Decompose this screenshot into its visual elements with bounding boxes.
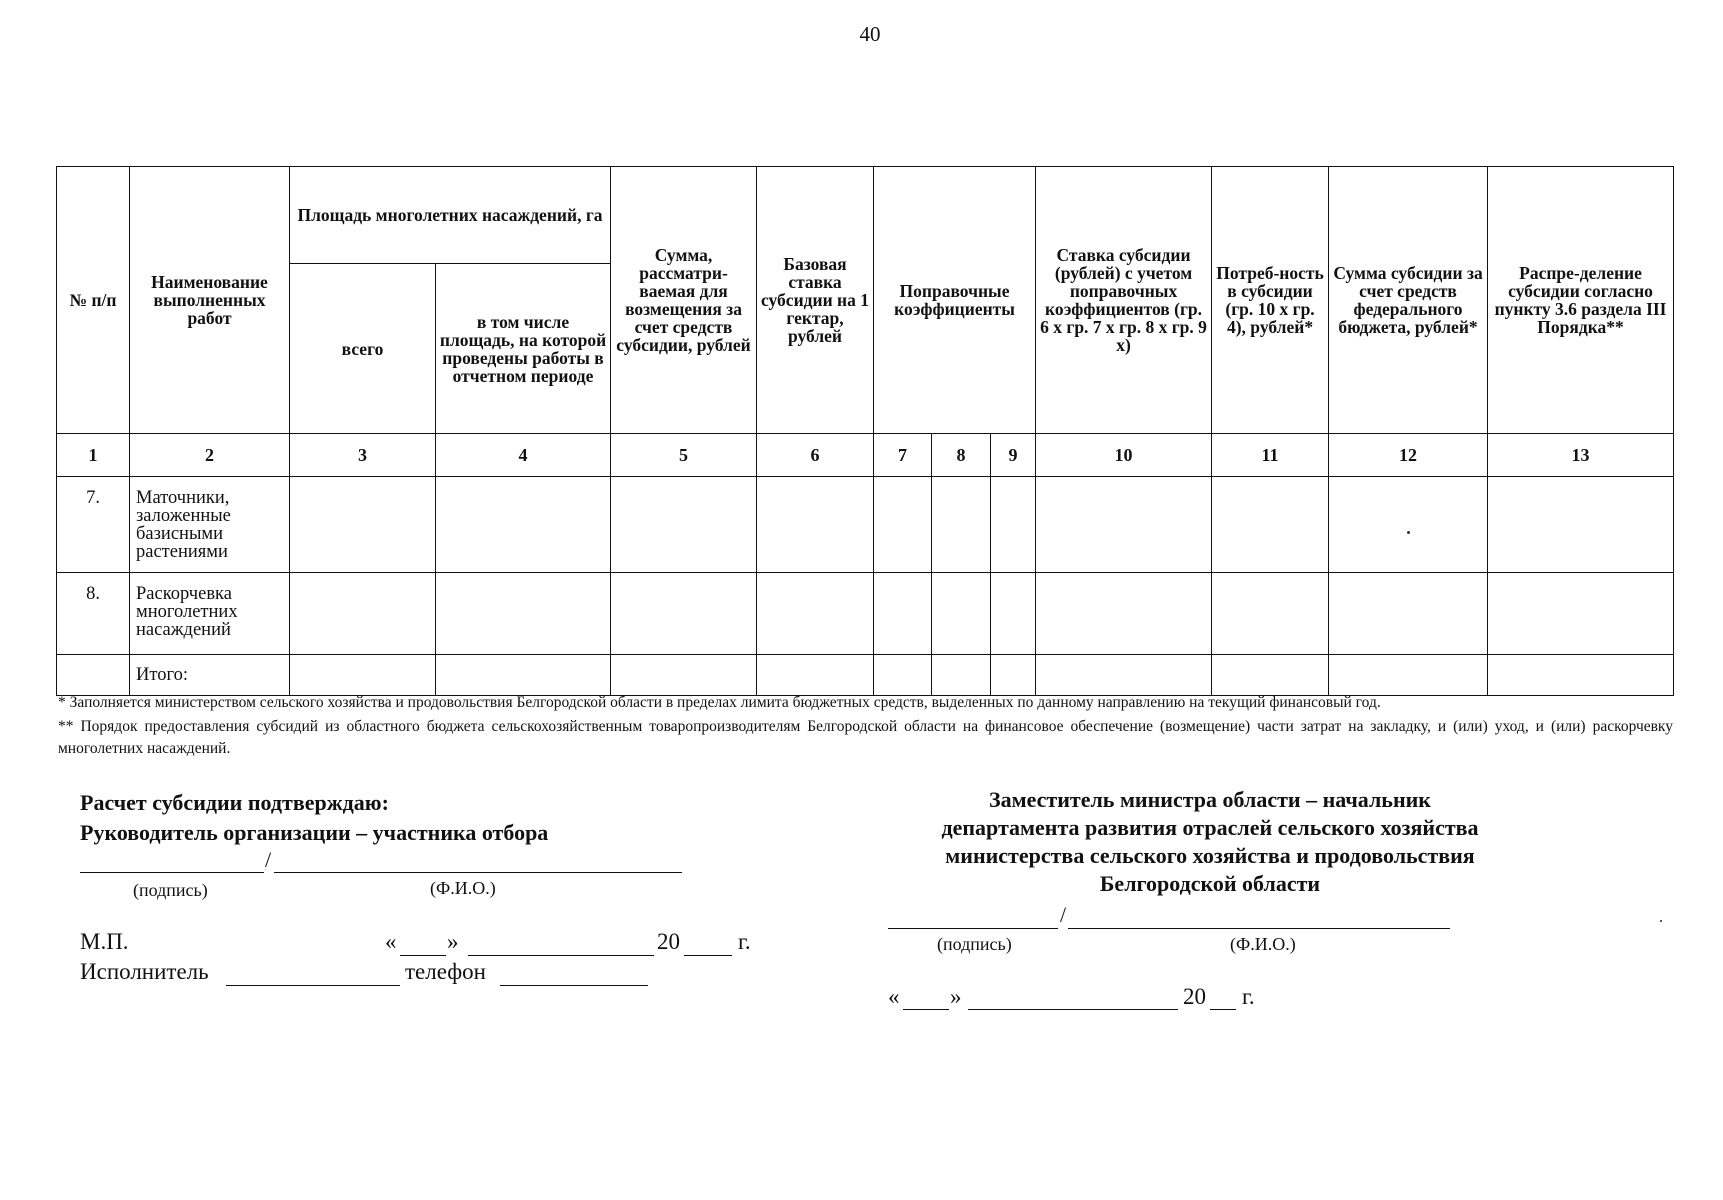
day-line[interactable]: [400, 955, 446, 956]
cell-input[interactable]: [1488, 477, 1674, 573]
cell-input[interactable]: [290, 477, 436, 573]
header-col6: Базовая ставка субсидии на 1 гектар, рублей: [757, 167, 874, 434]
table-row: [57, 477, 1674, 573]
head-of-organization-line: Руководитель организации – участника отбора: [80, 820, 549, 845]
cell-input[interactable]: [290, 655, 436, 696]
cell-input[interactable]: [611, 573, 757, 655]
cell-input[interactable]: [991, 655, 1036, 696]
year-prefix: 20: [1183, 984, 1206, 1009]
cell-input[interactable]: [932, 573, 991, 655]
year-suffix: г.: [738, 929, 751, 954]
header-col12: Сумма субсидии за счет средств федерального бюджета, рублей*: [1329, 167, 1488, 434]
day-line[interactable]: [903, 1009, 949, 1010]
region-line: Белгородской области: [1099, 871, 1321, 896]
month-line[interactable]: [968, 1009, 1178, 1010]
footnote-star: * Заполняется министерством сельского хозяйства и продовольствия Белгородской области в пределах лимита бюджетных средств, выделенных по данному направлению на текущий финансовый год.: [58, 694, 1381, 711]
cell-input[interactable]: [1036, 655, 1212, 696]
header-col10: Ставка субсидии (рублей) с учетом поправочных коэффициентов (гр. 6 х гр. 7 х гр. 8 х гр. 9 х): [1036, 167, 1212, 434]
header-col7-9: Поправочные коэффициенты: [874, 167, 1036, 434]
cell-input[interactable]: [991, 477, 1036, 573]
column-number: 8: [932, 434, 991, 477]
year-suffix: г.: [1242, 984, 1255, 1009]
fio-caption: (Ф.И.О.): [1230, 934, 1296, 954]
header-col13: Распре-деление субсидии согласно пункту 3.6 раздела III Порядка**: [1488, 167, 1674, 434]
signature-line[interactable]: [888, 928, 1058, 929]
department-line: департамента развития отраслей сельского хозяйства: [941, 815, 1479, 840]
cell-input[interactable]: [1488, 655, 1674, 696]
cell-input[interactable]: [611, 655, 757, 696]
signature-caption: (подпись): [937, 934, 1012, 954]
cell-input[interactable]: [1329, 655, 1488, 696]
fio-caption: (Ф.И.О.): [430, 878, 496, 898]
year-line[interactable]: [1210, 1009, 1236, 1010]
column-numbers-row: [57, 434, 1674, 477]
header-col2: Наименование выполненных работ: [130, 167, 290, 434]
footnote-double-star: ** Порядок предоставления субсидий из областного бюджета сельскохозяйственным товаропроизводителям Белгородской области на финансовое обеспечение (возмещение) части затрат на закладку, и (или) уход, и (или) раскорчевку многолетних насаждений.: [58, 718, 1673, 757]
cell-input[interactable]: [1212, 655, 1329, 696]
column-number: 13: [1488, 434, 1674, 477]
column-number: 9: [991, 434, 1036, 477]
total-row: [57, 655, 1674, 696]
column-number: 11: [1212, 434, 1329, 477]
left-approval-title: [80, 788, 548, 848]
cell-input[interactable]: [436, 655, 611, 696]
row-number: 8.: [57, 573, 130, 655]
cell-input[interactable]: [757, 655, 874, 696]
column-number: 5: [611, 434, 757, 477]
stamp-label: М.П.: [80, 929, 129, 954]
cell-input[interactable]: [436, 477, 611, 573]
cell-input[interactable]: [874, 573, 932, 655]
cell-input[interactable]: [1212, 477, 1329, 573]
executor-line[interactable]: [226, 985, 400, 986]
header-col1: № п/п: [57, 167, 130, 434]
cell-input[interactable]: [874, 477, 932, 573]
cell-input[interactable]: [290, 573, 436, 655]
ministry-line: министерства сельского хозяйства и продовольствия: [945, 843, 1475, 868]
executor-label: Исполнитель: [80, 959, 209, 984]
column-number: 10: [1036, 434, 1212, 477]
cell-input[interactable]: [611, 477, 757, 573]
cell-input[interactable]: [1036, 477, 1212, 573]
row-name: Раскорчевка многолетних насаждений: [130, 573, 290, 655]
row-name: Маточники, заложенные базисными растениями: [130, 477, 290, 573]
quote-open: «: [888, 984, 900, 1009]
cell-input[interactable]: [932, 477, 991, 573]
right-approval-title: [880, 786, 1540, 898]
phone-label: телефон: [405, 959, 486, 984]
row-number: 7.: [57, 477, 130, 573]
cell-input[interactable]: [1036, 573, 1212, 655]
cell-input[interactable]: [1329, 477, 1488, 573]
header-col11: Потреб-ность в субсидии (гр. 10 х гр. 4), рублей*: [1212, 167, 1329, 434]
phone-line[interactable]: [500, 985, 648, 986]
cell-input[interactable]: [874, 655, 932, 696]
cell-input[interactable]: [436, 573, 611, 655]
year-line[interactable]: [684, 955, 732, 956]
fio-line[interactable]: [1068, 928, 1450, 929]
subsidy-calculation-table: [56, 166, 1674, 696]
table-row: [57, 573, 1674, 655]
month-line[interactable]: [468, 955, 654, 956]
quote-close: »: [447, 929, 459, 954]
cell-input[interactable]: [757, 573, 874, 655]
column-number: 4: [436, 434, 611, 477]
approval-line: Расчет субсидии подтверждаю:: [80, 790, 389, 815]
column-number: 7: [874, 434, 932, 477]
cell-input[interactable]: [1212, 573, 1329, 655]
column-number: 3: [290, 434, 436, 477]
cell-input[interactable]: [757, 477, 874, 573]
header-col4: в том числе площадь, на которой проведены работы в отчетном периоде: [436, 264, 611, 434]
page-number: 40: [859, 22, 881, 46]
header-area-group: Площадь многолетних насаждений, га: [290, 167, 611, 264]
cell-empty: [57, 655, 130, 696]
quote-close: »: [950, 984, 962, 1009]
fio-line[interactable]: [274, 872, 682, 873]
scan-dot: [1660, 920, 1662, 922]
quote-open: «: [385, 929, 397, 954]
column-number: 6: [757, 434, 874, 477]
cell-input[interactable]: [1488, 573, 1674, 655]
year-prefix: 20: [657, 929, 680, 954]
cell-input[interactable]: [1329, 573, 1488, 655]
signature-caption: (подпись): [133, 880, 208, 900]
deputy-minister-line: Заместитель министра области – начальник: [989, 787, 1431, 812]
signature-line[interactable]: [80, 872, 264, 873]
column-number: 2: [130, 434, 290, 477]
cell-input[interactable]: [991, 573, 1036, 655]
column-number: 12: [1329, 434, 1488, 477]
header-col5: Сумма, рассматри-ваемая для возмещения за счет средств субсидии, рублей: [611, 167, 757, 434]
header-col3: всего: [290, 264, 436, 434]
total-label: Итого:: [130, 655, 290, 696]
cell-input[interactable]: [932, 655, 991, 696]
scan-dot: [1407, 531, 1410, 534]
column-number: 1: [57, 434, 130, 477]
